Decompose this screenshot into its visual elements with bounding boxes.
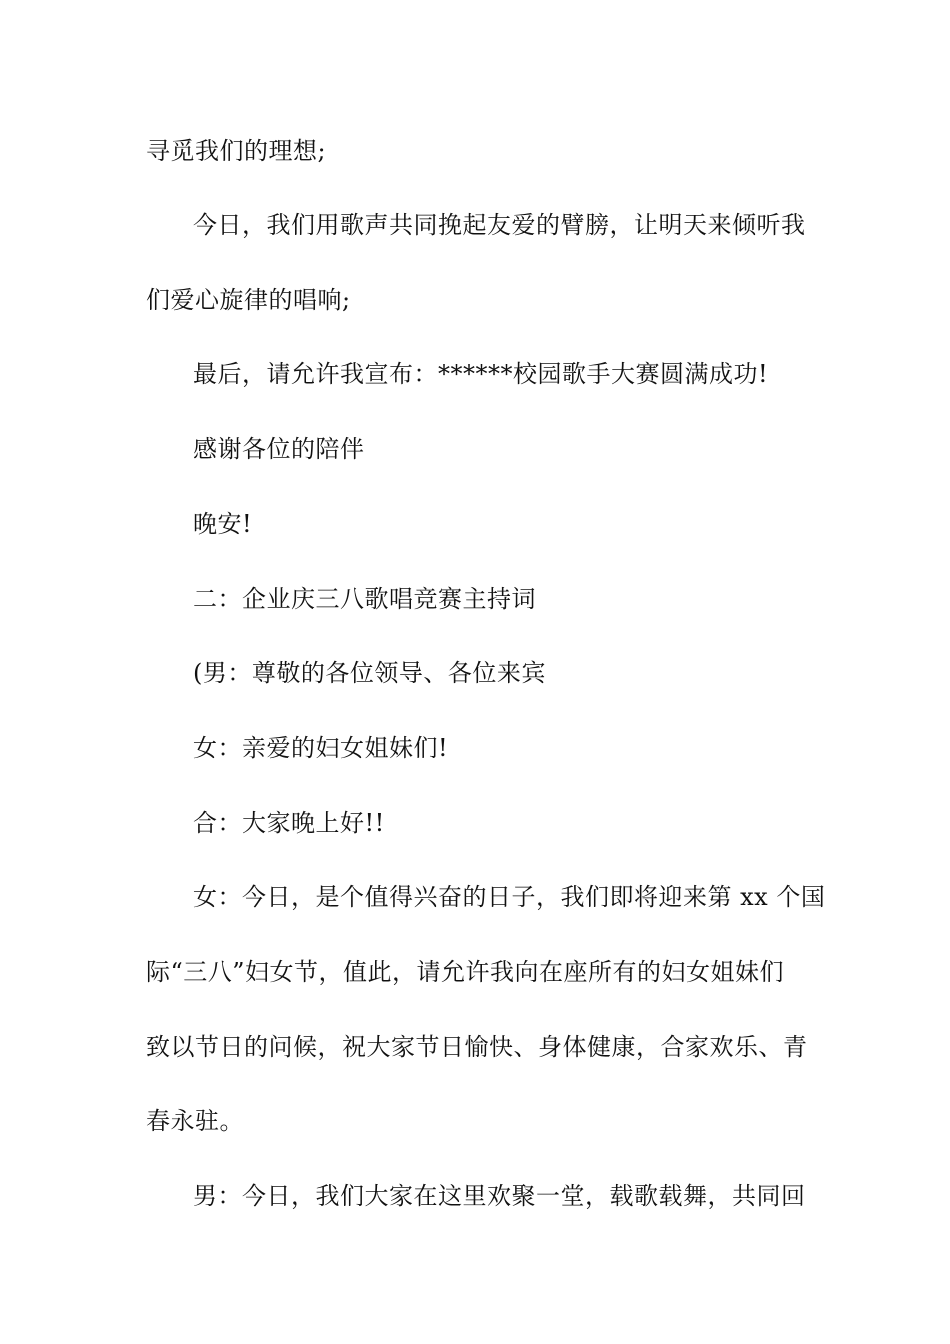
section-heading: 二：企业庆三八歌唱竞赛主持词	[193, 585, 536, 613]
text-line: 合：大家晚上好!!	[193, 809, 385, 837]
text-line: 感谢各位的陪伴	[193, 435, 365, 463]
text-line: 致以节日的问候，祝大家节日愉快、身体健康，合家欢乐、青	[146, 1033, 808, 1061]
text-line: 女：今日，是个值得兴奋的日子，我们即将迎来第 xx 个国	[193, 883, 826, 911]
text-line: 寻觅我们的理想;	[146, 137, 327, 165]
text-line: 晚安!	[193, 510, 253, 538]
text-line: 最后，请允许我宣布：******校园歌手大赛圆满成功!	[193, 360, 769, 388]
text-line: 们爱心旋律的唱响;	[146, 286, 351, 314]
text-line: 男：今日，我们大家在这里欢聚一堂，载歌载舞，共同回	[193, 1182, 806, 1210]
text-line: 际“三八”妇女节，值此，请允许我向在座所有的妇女姐妹们	[146, 958, 785, 986]
text-line: 今日，我们用歌声共同挽起友爱的臂膀，让明天来倾听我	[193, 211, 806, 239]
text-line: (男：尊敬的各位领导、各位来宾	[193, 659, 546, 687]
text-line: 女：亲爱的妇女姐妹们!	[193, 734, 449, 762]
text-line: 春永驻。	[146, 1107, 244, 1135]
